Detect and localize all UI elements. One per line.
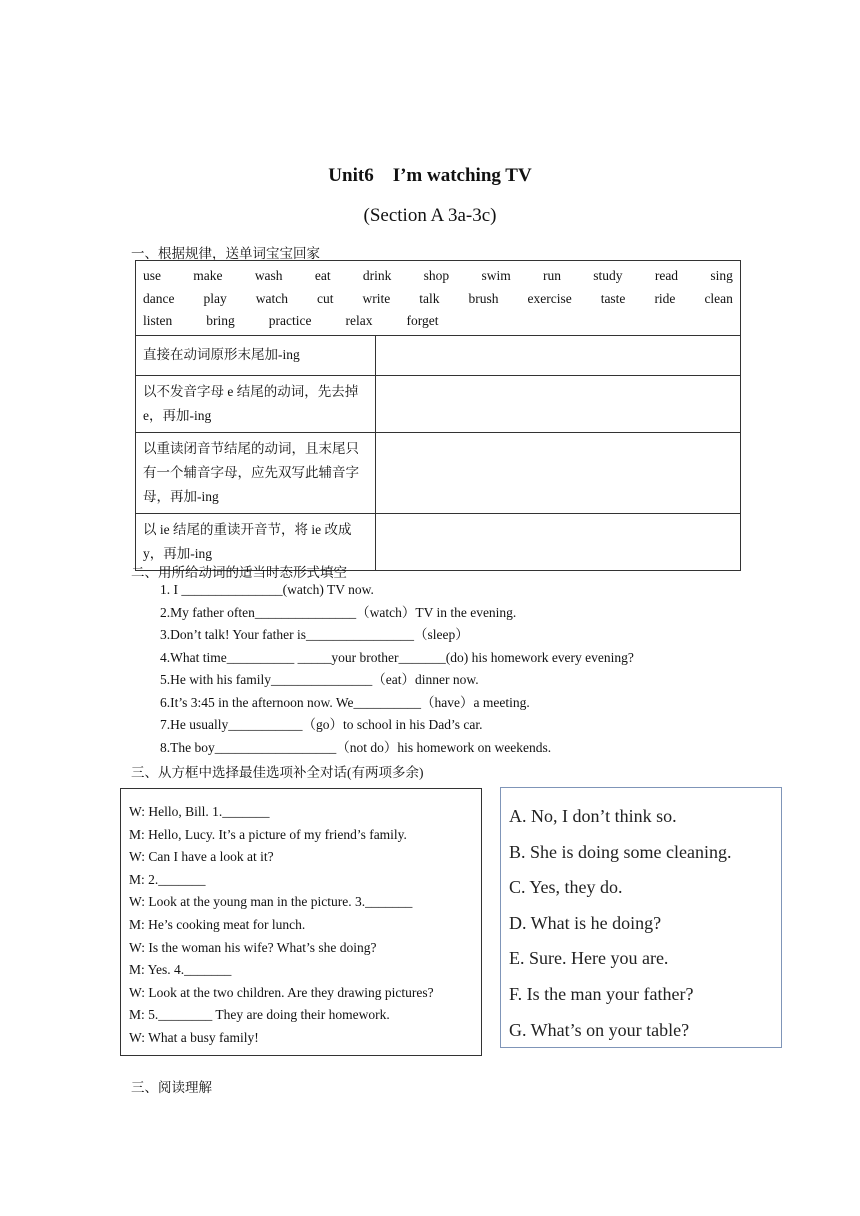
dialogue-line: M: 2._______ [129,871,206,887]
answer-cell[interactable] [376,375,741,432]
word: bring [206,313,235,328]
dialogue-line: M: Yes. 4._______ [129,962,232,978]
word: play [203,290,227,306]
exercise-item: 8.The boy__________________（not do）his homework on weekends. [160,739,552,755]
answer-cell[interactable] [376,432,741,513]
rule-label: 以不发音字母 e 结尾的动词，先去掉 e，再加-ing [136,375,376,432]
exercise-item: 1. I _______________(watch) TV now. [160,582,374,597]
word-bank [136,261,741,336]
word-row [143,288,733,311]
word: read [654,268,679,283]
answer-cell[interactable] [376,335,741,375]
word: watch [255,290,288,306]
page-subtitle: (Section A 3a-3c) [363,205,497,226]
section-2-heading: 二、用所给动词的适当时态形式填空 [131,565,347,580]
section-1-heading: 一、根据规律，送单词宝宝回家 [131,246,320,261]
word: dance [143,290,175,306]
word: run [543,268,561,283]
word: listen [143,313,173,328]
word: drink [362,268,392,283]
word: swim [481,268,511,283]
exercise-item: 4.What time__________ _____your brother_______(do) his homework every evening? [160,649,634,665]
word-row [143,310,733,333]
rule-label: 以 ie 结尾的重读开音节，将 ie 改成 y，再加-ing [136,513,376,570]
word: exercise [527,290,572,306]
exercise-item: 7.He usually___________（go）to school in his Dad’s car. [160,717,483,732]
dialogue-box [120,788,482,1056]
word: make [193,268,223,283]
dialogue-line: W: What a busy family! [129,1029,259,1045]
word: taste [600,290,626,306]
word: forget [406,313,439,328]
rule-label: 直接在动词原形末尾加-ing [136,335,376,375]
word: eat [314,268,331,283]
word: practice [268,313,312,328]
word: shop [423,268,450,283]
dialogue-line: M: 5.________ They are doing their homework. [129,1007,390,1023]
page-title: Unit6 I’m watching TV [328,165,532,186]
rule-label: 以重读闭音节结尾的动词，且末尾只有一个辅音字母，应先双写此辅音字母，再加-ing [136,432,376,513]
dialogue-line: M: He’s cooking meat for lunch. [129,916,306,932]
word: clean [704,290,733,306]
exercise-item: 3.Don’t talk! Your father is________________（sleep） [160,627,469,642]
option-item: D. What is he doing? [509,912,662,933]
word: brush [468,290,499,306]
option-item: C. Yes, they do. [509,877,623,898]
option-item: F. Is the man your father? [509,983,694,1004]
exercise-item: 6.It’s 3:45 in the afternoon now. We__________（have）a meeting. [160,694,530,710]
options-box [500,787,782,1048]
word: write [362,290,391,306]
dialogue-line: M: Hello, Lucy. It’s a picture of my friend’s family. [129,826,407,842]
option-item: E. Sure. Here you are. [509,948,669,969]
dialogue-line: W: Look at the young man in the picture. 3._______ [129,894,413,910]
word-sort-table [135,260,741,571]
option-item: A. No, I don’t think so. [509,806,677,826]
option-item: B. She is doing some cleaning. [509,841,732,862]
word: wash [254,268,283,283]
dialogue-line: W: Is the woman his wife? What’s she doing? [129,939,377,955]
option-item: G. What’s on your table? [509,1019,690,1040]
word: relax [345,313,373,328]
section-4-heading: 三、阅读理解 [131,1080,212,1095]
dialogue-line: W: Hello, Bill. 1._______ [129,804,270,819]
word: cut [316,290,334,306]
dialogue-line: W: Look at the two children. Are they drawing pictures? [129,984,434,1000]
section-3-heading: 三、从方框中选择最佳选项补全对话(有两项多余) [131,765,424,780]
word: talk [419,290,440,306]
word-row [143,265,733,288]
exercise-item: 2.My father often_______________（watch）TV in the evening. [160,604,517,620]
answer-cell[interactable] [376,513,741,570]
word: study [593,268,623,283]
word: use [143,268,161,283]
dialogue-line: W: Can I have a look at it? [129,849,274,865]
exercise-item: 5.He with his family_______________（eat）dinner now. [160,672,479,687]
word: sing [710,268,733,283]
word: ride [654,290,676,306]
